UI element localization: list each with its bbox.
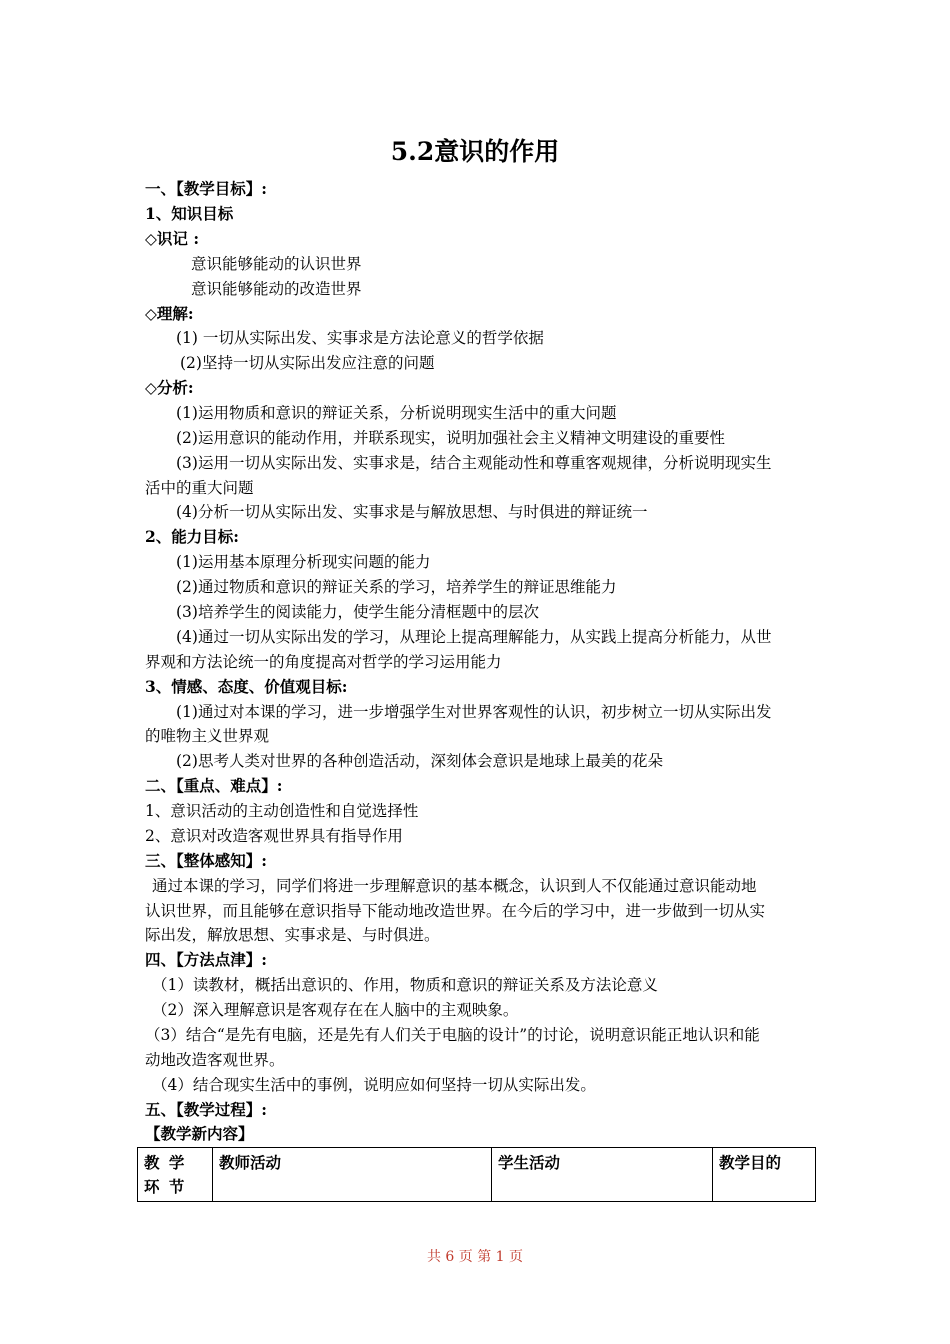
section-heading-objectives: 一、【教学目标】: [145,179,267,198]
text-line: (3)培养学生的阅读能力，使学生能分清框题中的层次 [176,603,539,621]
text-line: (1)运用物质和意识的辩证关系，分析说明现实生活中的重大问题 [176,404,617,422]
text-line: (1)运用基本原理分析现实问题的能力 [176,553,431,571]
text-line: 认识世界，而且能够在意识指导下能动地改造世界。在今后的学习中，进一步做到一切从实 [145,902,766,920]
text-line: (2)通过物质和意识的辩证关系的学习，培养学生的辩证思维能力 [176,578,617,596]
text-line: （4）结合现实生活中的事例，说明应如何坚持一切从实际出发。 [152,1076,596,1094]
text-line: (1) 一切从实际出发、实事求是方法论意义的哲学依据 [176,329,544,347]
text-line: 意识能够能动的认识世界 [191,255,362,273]
text-line: (4)分析一切从实际出发、实事求是与解放思想、与时俱进的辩证统一 [176,503,648,521]
text-line: (2)运用意识的能动作用，并联系现实，说明加强社会主义精神文明建设的重要性 [176,429,725,447]
teaching-process-table [137,1147,816,1202]
text-line: （3）结合“是先有电脑，还是先有人们关于电脑的设计”的讨论，说明意识能正地认识和能 [145,1026,760,1044]
subheading-understand: ◇理解: [145,304,194,323]
header-student-activity: 学生活动 [492,1148,713,1202]
header-teacher-activity: 教师活动 [213,1148,492,1202]
table-header-row [138,1148,816,1202]
text-line: 通过本课的学习，同学们将进一步理解意识的基本概念，认识到人不仅能通过意识能动地 [152,877,757,895]
page-title: 5.2意识的作用 [390,137,560,166]
subheading-memorize: ◇识记 : [145,229,200,248]
text-line: (2)坚持一切从实际出发应注意的问题 [180,354,435,372]
text-line: （2）深入理解意识是客观存在在人脑中的主观映象。 [152,1001,519,1019]
text-line: (2)思考人类对世界的各种创造活动，深刻体会意识是地球上最美的花朵 [176,752,663,770]
text-line: (1)通过对本课的学习，进一步增强学生对世界客观性的认识，初步树立一切从实际出发 [176,703,772,721]
page-footer: 共 6 页 第 1 页 [426,1249,524,1265]
subheading-values: 3、情感、态度、价值观目标: [145,677,348,696]
text-line: 的唯物主义世界观 [145,727,270,745]
text-line: (3)运用一切从实际出发、实事求是，结合主观能动性和尊重客观规律，分析说明现实生 [176,454,772,472]
subheading-knowledge: 1、知识目标 [145,204,234,223]
subheading-new-content: 【教学新内容】 [145,1124,254,1143]
section-heading-overview: 三、【整体感知】: [145,851,267,870]
text-line: 活中的重大问题 [145,479,254,497]
text-line: 意识能够能动的改造世界 [191,280,362,298]
text-line: （1）读教材，概括出意识的、作用，物质和意识的辩证关系及方法论意义 [152,976,658,994]
text-line: 界观和方法论统一的角度提高对哲学的学习运用能力 [145,653,502,671]
text-line: 际出发，解放思想、实事求是、与时俱进。 [145,926,440,944]
subheading-analyze: ◇分析: [145,378,194,397]
text-line: 动地改造客观世界。 [145,1051,285,1069]
text-line: 2、意识对改造客观世界具有指导作用 [145,827,403,845]
section-heading-methods: 四、【方法点津】: [145,950,267,969]
header-stage: 教 学 环 节 [138,1148,213,1202]
header-teaching-purpose: 教学目的 [713,1148,816,1202]
section-heading-process: 五、【教学过程】: [145,1100,267,1119]
section-heading-key-points: 二、【重点、难点】: [145,776,283,795]
subheading-ability: 2、能力目标: [145,527,240,546]
text-line: (4)通过一切从实际出发的学习，从理论上提高理解能力，从实践上提高分析能力，从世 [176,628,772,646]
text-line: 1、意识活动的主动创造性和自觉选择性 [145,802,419,820]
